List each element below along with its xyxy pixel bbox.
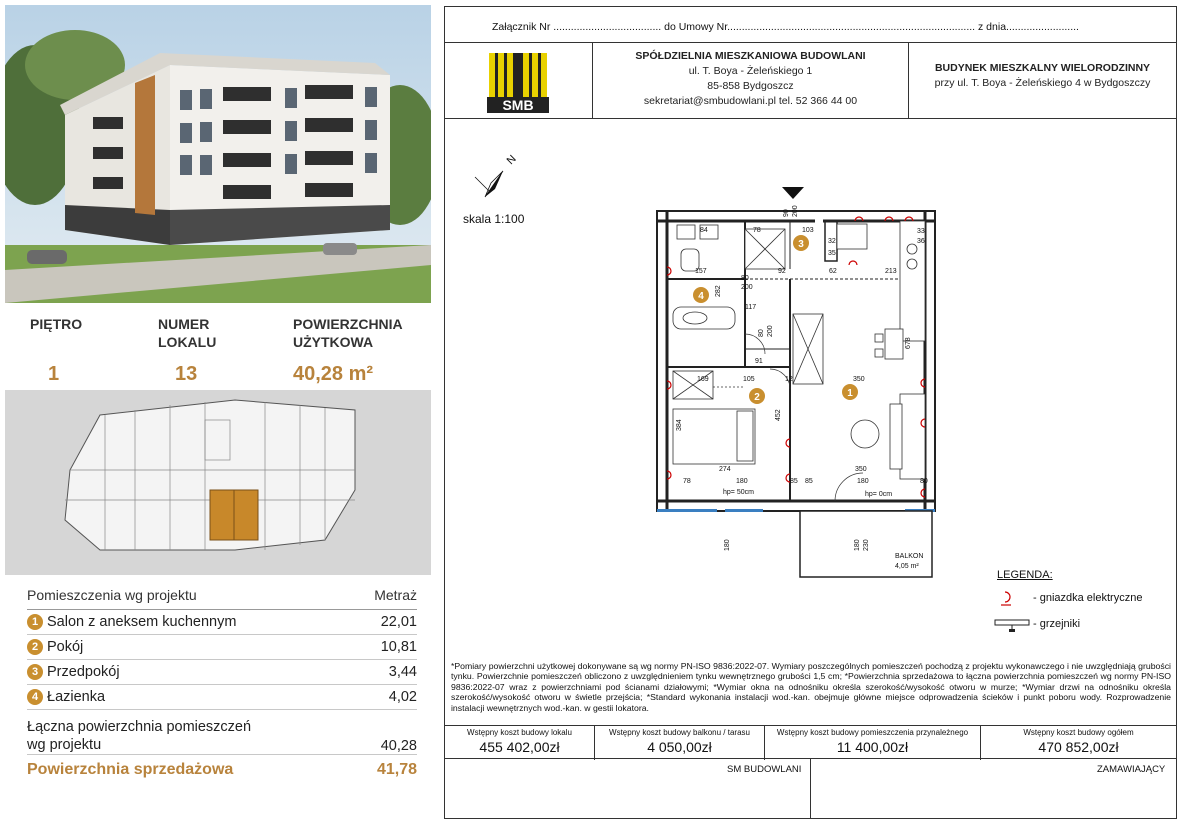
room-row: [27, 660, 417, 685]
room-area: 4,02: [388, 689, 417, 705]
sheet-header: [445, 43, 1176, 119]
floor-key-plan: [5, 390, 431, 575]
cost-cell: [981, 726, 1176, 760]
room-number-badge: 1: [27, 614, 43, 630]
cost-cell: [445, 726, 595, 760]
dim-label: 180: [724, 539, 731, 551]
room-name: Salon z aneksem kuchennym: [47, 614, 237, 630]
balcony-area: 4,05 m²: [895, 563, 919, 570]
radiator-legend-icon: [993, 615, 1033, 633]
legend: [993, 569, 1173, 633]
cost-label: Wstępny koszt budowy lokalu: [467, 728, 572, 737]
signature-right-label: ZAMAWIAJĄCY: [1097, 764, 1166, 775]
legend-title: LEGENDA:: [997, 569, 1053, 581]
total-label-line1: Łączna powierzchnia pomieszczeń: [27, 719, 252, 735]
room-name: Pokój: [47, 639, 84, 655]
room-badge-4-label: 4: [698, 291, 704, 302]
floor-plan-sheet: [444, 6, 1177, 819]
cost-label: Wstępny koszt budowy ogółem: [1023, 728, 1134, 737]
company-logo: [445, 43, 593, 119]
unit-summary: [5, 307, 431, 387]
signature-left-label: SM BUDOWLANI: [727, 764, 802, 775]
unit-number-label-line1: NUMER: [158, 316, 210, 332]
dim-label: 180: [857, 478, 869, 485]
floor-value: 1: [48, 363, 60, 385]
total-area-value: 40,28: [380, 738, 417, 754]
rooms-header-area: Metraż: [374, 587, 417, 603]
hp-label-1: hp= 50cm: [723, 489, 754, 496]
dim-label: 180: [854, 539, 861, 551]
room-area: 10,81: [380, 639, 417, 655]
dim-label: 80: [920, 478, 928, 485]
rooms-table: [27, 583, 417, 779]
room-number-badge: 2: [27, 639, 43, 655]
dim-label: 33: [917, 228, 925, 235]
dim-label: 32: [828, 238, 836, 245]
dim-label: 105: [743, 376, 755, 383]
room-row: [27, 685, 417, 710]
rooms-header-name: Pomieszczenia wg projektu: [27, 587, 197, 603]
unit-number-label-line2: LOKALU: [158, 334, 217, 350]
dim-label: 84: [700, 227, 708, 234]
sale-area-row: [27, 755, 417, 779]
dim-label: 36: [917, 238, 925, 245]
dim-label: 78: [753, 227, 761, 234]
attachment-text: Załącznik Nr ..................................... do Umowy Nr..................................................................................... z dnia.........................: [492, 21, 1079, 33]
sale-area-value: 41,78: [376, 761, 417, 778]
cooperative-city: 85-858 Bydgoszcz: [707, 80, 794, 92]
cost-value: 4 050,00zł: [647, 739, 712, 755]
hp-label-2: hp= 0cm: [865, 491, 893, 498]
dim-label: 91: [755, 358, 763, 365]
socket-legend-icon: [993, 589, 1033, 607]
unit-number-value: 13: [175, 363, 198, 385]
room-row: [27, 635, 417, 660]
cooperative-info: [593, 43, 909, 119]
cost-table: [445, 725, 1176, 759]
dim-label: 12: [785, 376, 793, 383]
signature-area: [445, 759, 1176, 819]
room-badge-1-label: 1: [847, 388, 853, 399]
building-info: [909, 43, 1176, 119]
cost-label: Wstępny koszt budowy pomieszczenia przynależnego: [776, 728, 969, 737]
dim-label: 282: [715, 285, 722, 297]
radiator-legend-label: - grzejniki: [1033, 618, 1081, 630]
room-name: Łazienka: [47, 689, 106, 705]
attachment-line: [445, 7, 1176, 43]
dim-label: 384: [676, 419, 683, 431]
sale-area-label: Powierzchnia sprzedażowa: [27, 761, 234, 778]
area-label-line1: POWIERZCHNIA: [293, 316, 403, 332]
cooperative-street: ul. T. Boya - Żeleńskiego 1: [688, 65, 813, 77]
area-value: 40,28 m²: [293, 363, 374, 385]
balcony-label: BALKON: [895, 553, 924, 560]
plan-scale: skala 1:100: [463, 212, 525, 226]
room-badge-3-label: 3: [798, 239, 804, 250]
rooms-table-header: [27, 583, 417, 610]
socket-legend-label: - gniazdka elektryczne: [1033, 592, 1143, 604]
room-area: 3,44: [388, 664, 417, 680]
logo-text: SMB: [502, 97, 534, 113]
dim-label: 85: [805, 478, 813, 485]
cost-cell: [595, 726, 765, 760]
key-plan-drawing: [5, 390, 431, 575]
room-number-badge: 4: [27, 689, 43, 705]
total-label-line2: wg projektu: [27, 737, 102, 753]
dim-label: 85: [790, 478, 798, 485]
cost-value: 470 852,00zł: [1038, 739, 1119, 755]
dim-label: 80: [758, 329, 765, 337]
floor-label: PIĘTRO: [30, 316, 83, 332]
building-illustration: [5, 5, 431, 303]
dim-label: 452: [775, 409, 782, 421]
dim-label: 117: [745, 304, 757, 311]
smb-logo-icon: [445, 43, 593, 119]
dim-label: 230: [863, 539, 870, 551]
room-number-badge: 3: [27, 664, 43, 680]
dim-label: 62: [829, 268, 837, 275]
entrance-marker-icon: [782, 187, 804, 199]
dim-label: 92: [778, 268, 786, 275]
north-arrow-icon: [475, 153, 519, 197]
svg-text:N: N: [504, 153, 519, 168]
dim-label: 169: [697, 376, 709, 383]
dim-label: 80: [741, 275, 749, 282]
cost-value: 455 402,00zł: [479, 739, 560, 755]
dim-label: 200: [792, 205, 799, 217]
dim-label: 350: [855, 466, 867, 473]
room-row: [27, 610, 417, 635]
cost-cell: [765, 726, 981, 760]
dim-label: 35: [828, 250, 836, 257]
dim-label: 678: [905, 337, 912, 349]
cooperative-name: SPÓŁDZIELNIA MIESZKANIOWA BUDOWLANI: [635, 50, 866, 62]
total-area-row: [27, 710, 417, 755]
dim-label: 213: [885, 268, 897, 275]
cost-value: 11 400,00zł: [836, 739, 909, 755]
dim-label: 157: [695, 268, 707, 275]
cooperative-contact: sekretariat@smbudowlani.pl tel. 52 366 44 00: [643, 95, 858, 107]
dim-label: 180: [736, 478, 748, 485]
room-area: 22,01: [380, 614, 417, 630]
building-title: BUDYNEK MIESZKALNY WIELORODZINNY: [934, 62, 1151, 74]
dim-label: 274: [719, 466, 731, 473]
dim-label: 90: [783, 209, 790, 217]
dim-label: 103: [802, 227, 814, 234]
unit-card: [5, 5, 431, 820]
room-name: Przedpokój: [47, 664, 120, 680]
room-badge-2-label: 2: [754, 392, 760, 403]
dim-label: 200: [741, 284, 753, 291]
dim-label: 350: [853, 376, 865, 383]
building-render-image: [5, 5, 431, 303]
building-address: przy ul. T. Boya - Żeleńskiego 4 w Bydgoszczy: [934, 77, 1151, 89]
dim-label: 78: [683, 478, 691, 485]
cost-label: Wstępny koszt budowy balkonu / tarasu: [609, 728, 750, 737]
area-label-line2: UŻYTKOWA: [293, 334, 374, 350]
measurement-notes: *Pomiary powierzchni użytkowej dokonywane są wg normy PN-ISO 9836:2022-07. Wymiary poszczególnych pomieszczeń pochodzą z projektu wykonawczego i nie uwzględniają grubości tynku. Powierzchnie pomieszczeń obliczono z uwzględnieniem tynku wewnętrznego grubości 1,5 cm; *Powierzchnia sprzedażowa to łączna powierzchnia pomieszczeń wg normy PN-ISO 9836:2022-07 wraz z powierzchniami pod ścianami działowymi; *Wymiar okna na odnośniku określa szerokość/wysokość otworu w murze; *Wymiar drzwi na odnośniku określa szerokość/wysokość otworu w świetle przejścia; *Standard wykonania instalacji wod.-kan. obejmuje główne miejsce odprowadzenia ścieków i punkt poboru wody. Rozprowadzenie instalacji wewnętrznych wod.-kan. w gestii lokatora.: [451, 661, 1171, 713]
dim-label: 200: [767, 325, 774, 337]
